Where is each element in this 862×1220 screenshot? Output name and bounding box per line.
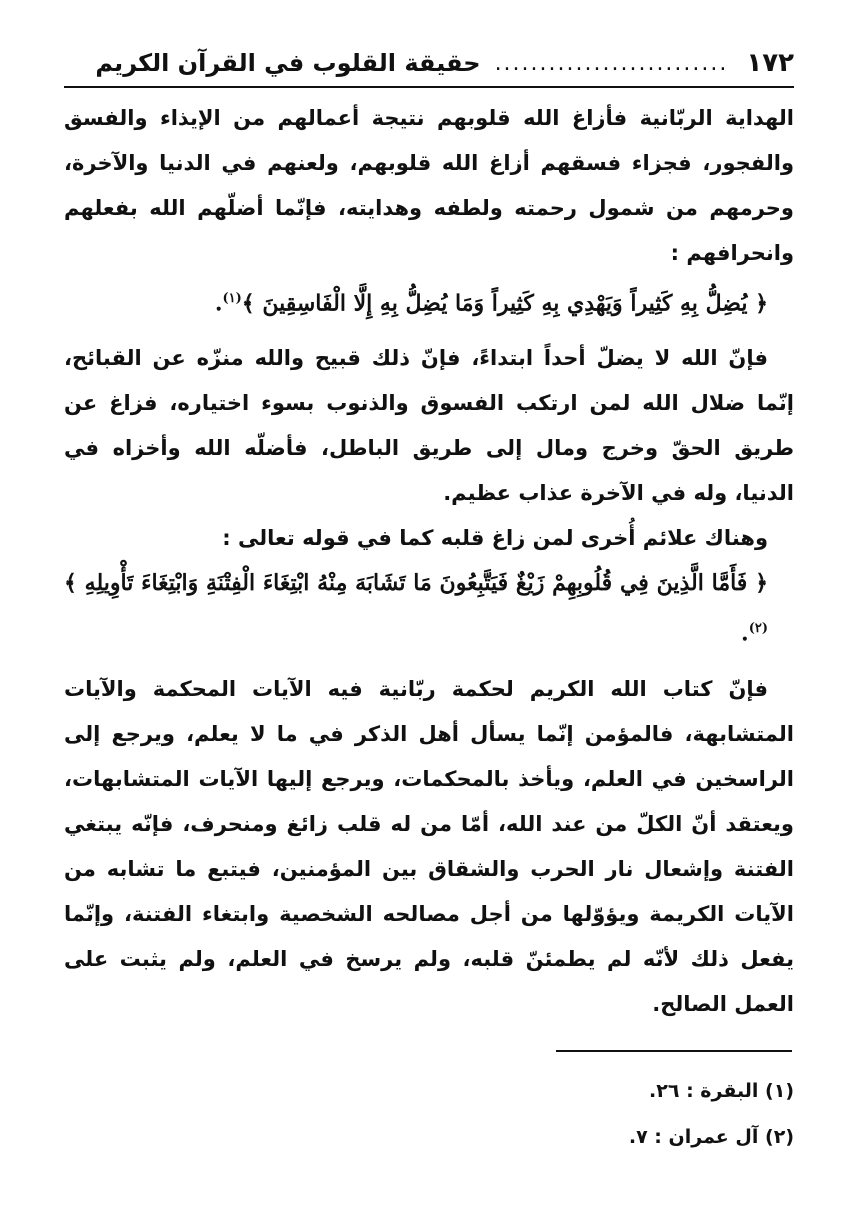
- paragraph-3: وهناك علائم أُخرى لمن زاغ قلبه كما في قوله تعالى :: [222, 526, 768, 551]
- footnote-1: (١) البقرة : ٢٦.: [649, 1080, 794, 1102]
- page-number: ١٧٢: [746, 48, 794, 78]
- footnotes: [64, 1068, 794, 1160]
- footnote-ref-2: (٢): [748, 621, 768, 637]
- footnote-ref-1: (١): [222, 291, 242, 306]
- running-title: حقيقة القلوب في القرآن الكريم: [95, 49, 481, 77]
- header-dot-leader: ..........................: [494, 50, 729, 76]
- paragraph-4: فإنّ كتاب الله الكريم لحكمة ربّانية فيه الآيات المحكمة والآيات المتشابهة، فالمؤمن إنّما يسأل أهل الذكر في ما لا يعلم، ويرجع إلى الراسخين في العلم، ويأخذ بالمحكمات، ويرجع إليها الآيات المتشابهات، ويعتقد أنّ الكلّ من عند الله، أمّا من له قلب زائغ ومنحرف، فإنّه يبتغي الفتنة وإشعال نار الحرب والشقاق بين المؤمنين، فيتبع ما تشابه من الآيات الكريمة ويؤوّلها من أجل مصالحه الشخصية وابتغاء الفتنة، وإنّما يفعل ذلك لأنّه لم يطمئنّ قلبه، ولم يرسخ في العلم، ولم يثبت على العمل الصالح.: [64, 676, 794, 1016]
- body-text: [64, 96, 794, 1027]
- paragraph-1: الهداية الربّانية فأزاغ الله قلوبهم نتيجة أعمالهم من الإيذاء والفسق والفجور، فجزاء فسقهم أزاغ الله قلوبهم، ولعنهم في الدنيا والآخرة، وحرمهم من شمول رحمته ولطفه وهدايته، فإنّما أضلّهم الله بفعلهم وانحرافهم :: [64, 106, 794, 265]
- verse-2-text: ﴿ فَأَمَّا الَّذِينَ فِي قُلُوبِهِمْ زَيْغٌ فَيَتَّبِعُونَ مَا تَشَابَهَ مِنْهُ ابْتِغَاءَ الْفِتْنَةِ وَابْتِغَاءَ تَأْوِيلِهِ ﴾: [64, 570, 768, 597]
- quran-verse-2: ﴿ فَأَمَّا الَّذِينَ فِي قُلُوبِهِمْ زَيْغٌ فَيَتَّبِعُونَ مَا تَشَابَهَ مِنْهُ ابْتِغَاءَ الْفِتْنَةِ وَابْتِغَاءَ تَأْوِيلِهِ ﴾$^{(٢)}$.: [64, 570, 768, 647]
- page-header: [64, 40, 794, 88]
- footnote-separator: [556, 1050, 792, 1052]
- quran-verse-1: ﴿ يُضِلُّ بِهِ كَثِيراً وَيَهْدِي بِهِ كَثِيراً وَمَا يُضِلُّ بِهِ إِلَّا الْفَاسِقِينَ ﴾$^{(١)}$.: [214, 290, 768, 317]
- verse-1-text: ﴿ يُضِلُّ بِهِ كَثِيراً وَيَهْدِي بِهِ كَثِيراً وَمَا يُضِلُّ بِهِ إِلَّا الْفَاسِقِينَ ﴾: [241, 290, 768, 317]
- footnote-2: (٢) آل عمران : ٧.: [628, 1126, 794, 1148]
- paragraph-2: فإنّ الله لا يضلّ أحداً ابتداءً، فإنّ ذلك قبيح والله منزّه عن القبائح، إنّما ضلال الله لمن ارتكب الفسوق والذنوب بسوء اختياره، فزاغ عن طريق الحقّ وخرج ومال إلى طريق الباطل، فأضلّه الله وأخزاه في الدنيا، وله في الآخرة عذاب عظيم.: [64, 346, 794, 506]
